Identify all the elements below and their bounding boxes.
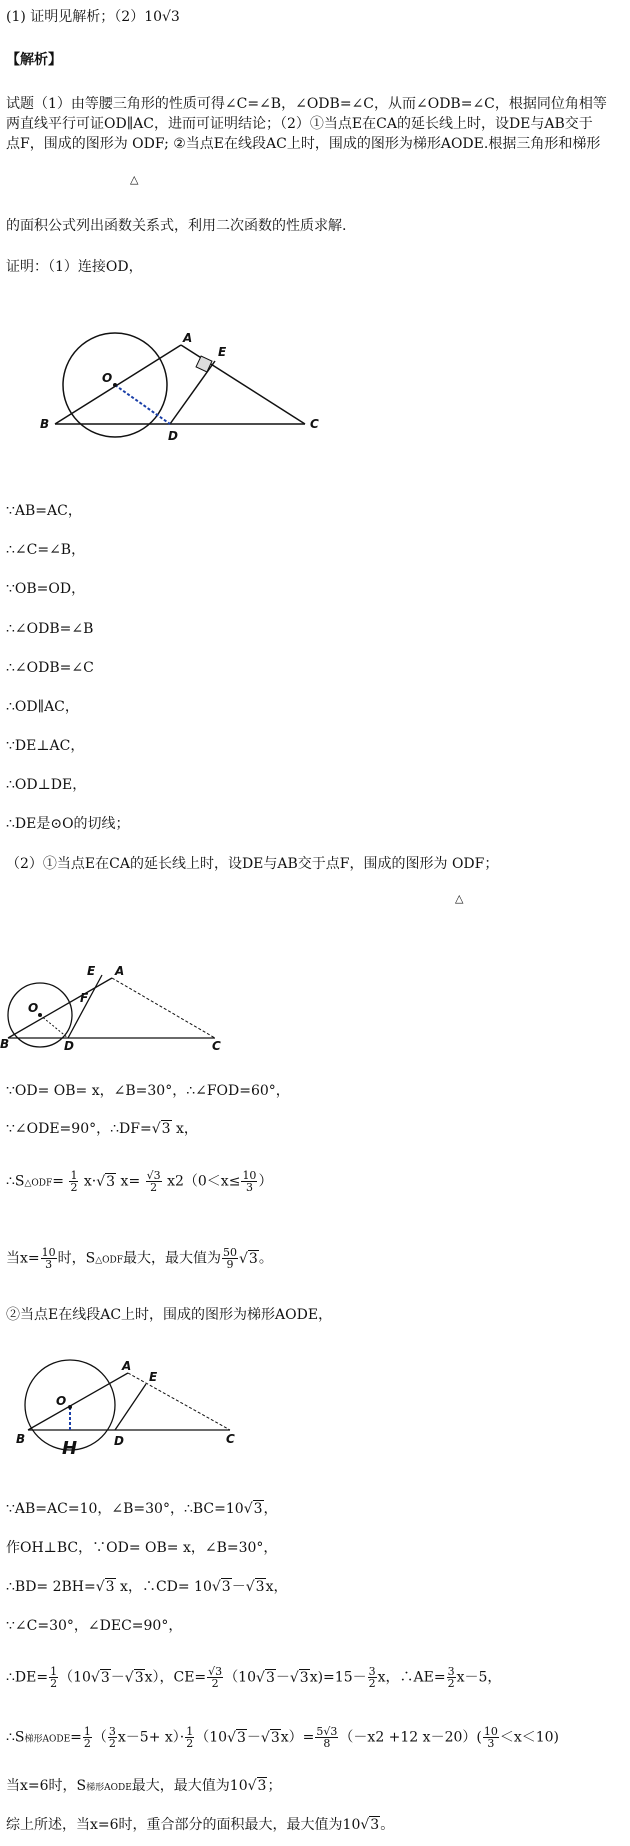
- step-2: ∴∠C=∠B，: [6, 542, 86, 558]
- case-2-line-4: ∵∠C=30°，∠DEC=90°，: [6, 1618, 183, 1634]
- conclusion: 综上所述，当x=6时，重合部分的面积最大，最大值为10√ 3。: [6, 1816, 394, 1834]
- section-title: 【解析】: [6, 52, 62, 68]
- case-1-max: 当x= $\frac{10}{3}$ 时，S△ODF最大，最大值为 $\frac{50}{9}$ √ 3。: [6, 1247, 273, 1270]
- fig1-label-b: B: [40, 417, 50, 431]
- case-2-line-2: 作OH⊥BC，∵OD= OB= x，∠B=30°，: [6, 1540, 278, 1556]
- fig3-label-a: A: [122, 1359, 132, 1373]
- fig2-label-e: E: [87, 964, 96, 978]
- fig1-label-e: E: [218, 345, 227, 359]
- fig3-label-d: D: [114, 1434, 124, 1448]
- fig2-label-a: A: [115, 964, 125, 978]
- figure-2-diagram: [0, 960, 240, 1050]
- step-5: ∴∠ODB=∠C: [6, 660, 94, 676]
- proof-heading: 证明：（1）连接OD，: [6, 259, 143, 275]
- step-9: ∴DE是⊙O的切线；: [6, 816, 130, 832]
- fig2-label-d: D: [64, 1039, 74, 1050]
- fig1-label-a: A: [183, 331, 193, 345]
- intro-line-1: 试题（1）由等腰三角形的性质可得∠C=∠B，∠ODB=∠C，从而∠ODB=∠C，根据同位角相等: [6, 96, 607, 112]
- intro-line-2: 两直线平行可证OD∥AC，进而可证明结论；（2）①当点E在CA的延长线上时，设DE与AB交于: [6, 116, 593, 132]
- step-6: ∴OD∥AC，: [6, 699, 79, 715]
- fig1-label-o: O: [102, 371, 113, 385]
- step-8: ∴OD⊥DE，: [6, 777, 87, 793]
- step-1: ∵AB=AC，: [6, 503, 82, 519]
- intro-line-4: 的面积公式列出函数关系式，利用二次函数的性质求解.: [6, 218, 347, 234]
- intro-line-3: 点F，围成的图形为 ODF; ②当点E在线段AC上时，围成的图形为梯形AODE.根据三角形和梯形: [6, 136, 601, 152]
- case-2-line-1: ∵AB=AC=10，∠B=30°，∴BC=10√ 3，: [6, 1500, 278, 1518]
- case-2-line-3: ∴BD= 2BH=√ 3 x，∴CD= 10√ 3－√ 3x，: [6, 1578, 287, 1596]
- fig2-label-c: C: [212, 1039, 221, 1050]
- case-1-area-formula: ∴S△ODF= $\frac{1}{2}$ x·√ 3 x= $\frac{√3}{2}$ x2（0＜x≤ $\frac{10}{3}$ ）: [6, 1170, 272, 1193]
- step-7: ∵DE⊥AC，: [6, 738, 85, 754]
- fig3-label-e: E: [149, 1370, 158, 1384]
- figure-3-diagram: [10, 1355, 250, 1460]
- answer-line: (1) 证明见解析；（2）10√3: [6, 9, 180, 25]
- step-3: ∵OB=OD，: [6, 581, 86, 597]
- step-4: ∴∠ODB=∠B: [6, 621, 94, 637]
- triangle-symbol: △: [455, 892, 464, 905]
- fig3-label-b: B: [16, 1432, 26, 1446]
- case-1-line-2: ∵∠ODE=90°，∴DF=√ 3 x，: [6, 1120, 198, 1138]
- case-1-line-1: ∵OD= OB= x，∠B=30°，∴∠FOD=60°，: [6, 1083, 290, 1099]
- case-1-heading: （2）①当点E在CA的延长线上时，设DE与AB交于点F，围成的图形为 ODF；: [6, 856, 499, 872]
- fig2-label-o: O: [28, 1001, 39, 1015]
- fig3-label-o: O: [56, 1394, 67, 1408]
- fig2-label-b: B: [0, 1037, 10, 1050]
- fig1-label-d: D: [168, 429, 178, 443]
- fig3-label-c: C: [226, 1432, 235, 1446]
- fig2-label-f: F: [80, 991, 89, 1005]
- fig1-label-c: C: [310, 417, 319, 431]
- fig3-label-h: H: [62, 1438, 78, 1459]
- case-2-line-5: ∴DE= $\frac{1}{2}$ （10√ 3－√ 3x），CE= $\frac{√3}{2}$ （10√ 3－√ 3x)=15－ $\frac{3}{2}$ x，∴AE= $\frac{3}{2}$ x－5，: [6, 1666, 501, 1689]
- case-2-heading: ②当点E在线段AC上时，围成的图形为梯形AODE，: [6, 1307, 333, 1323]
- case-2-max: 当x=6时，S梯形AODE最大，最大值为10√ 3；: [6, 1777, 281, 1797]
- triangle-symbol: △: [130, 173, 139, 186]
- figure-1-diagram: [20, 310, 340, 450]
- case-2-area-formula: ∴S梯形AODE= $\frac{1}{2}$ （ $\frac{3}{2}$ x－5+ x）· $\frac{1}{2}$ （10√ 3－√ 3x）= $\frac{5√3}{8}$ （－x2 +12 x－20）( $\frac{10}{3}$ ＜x＜10): [6, 1726, 559, 1749]
